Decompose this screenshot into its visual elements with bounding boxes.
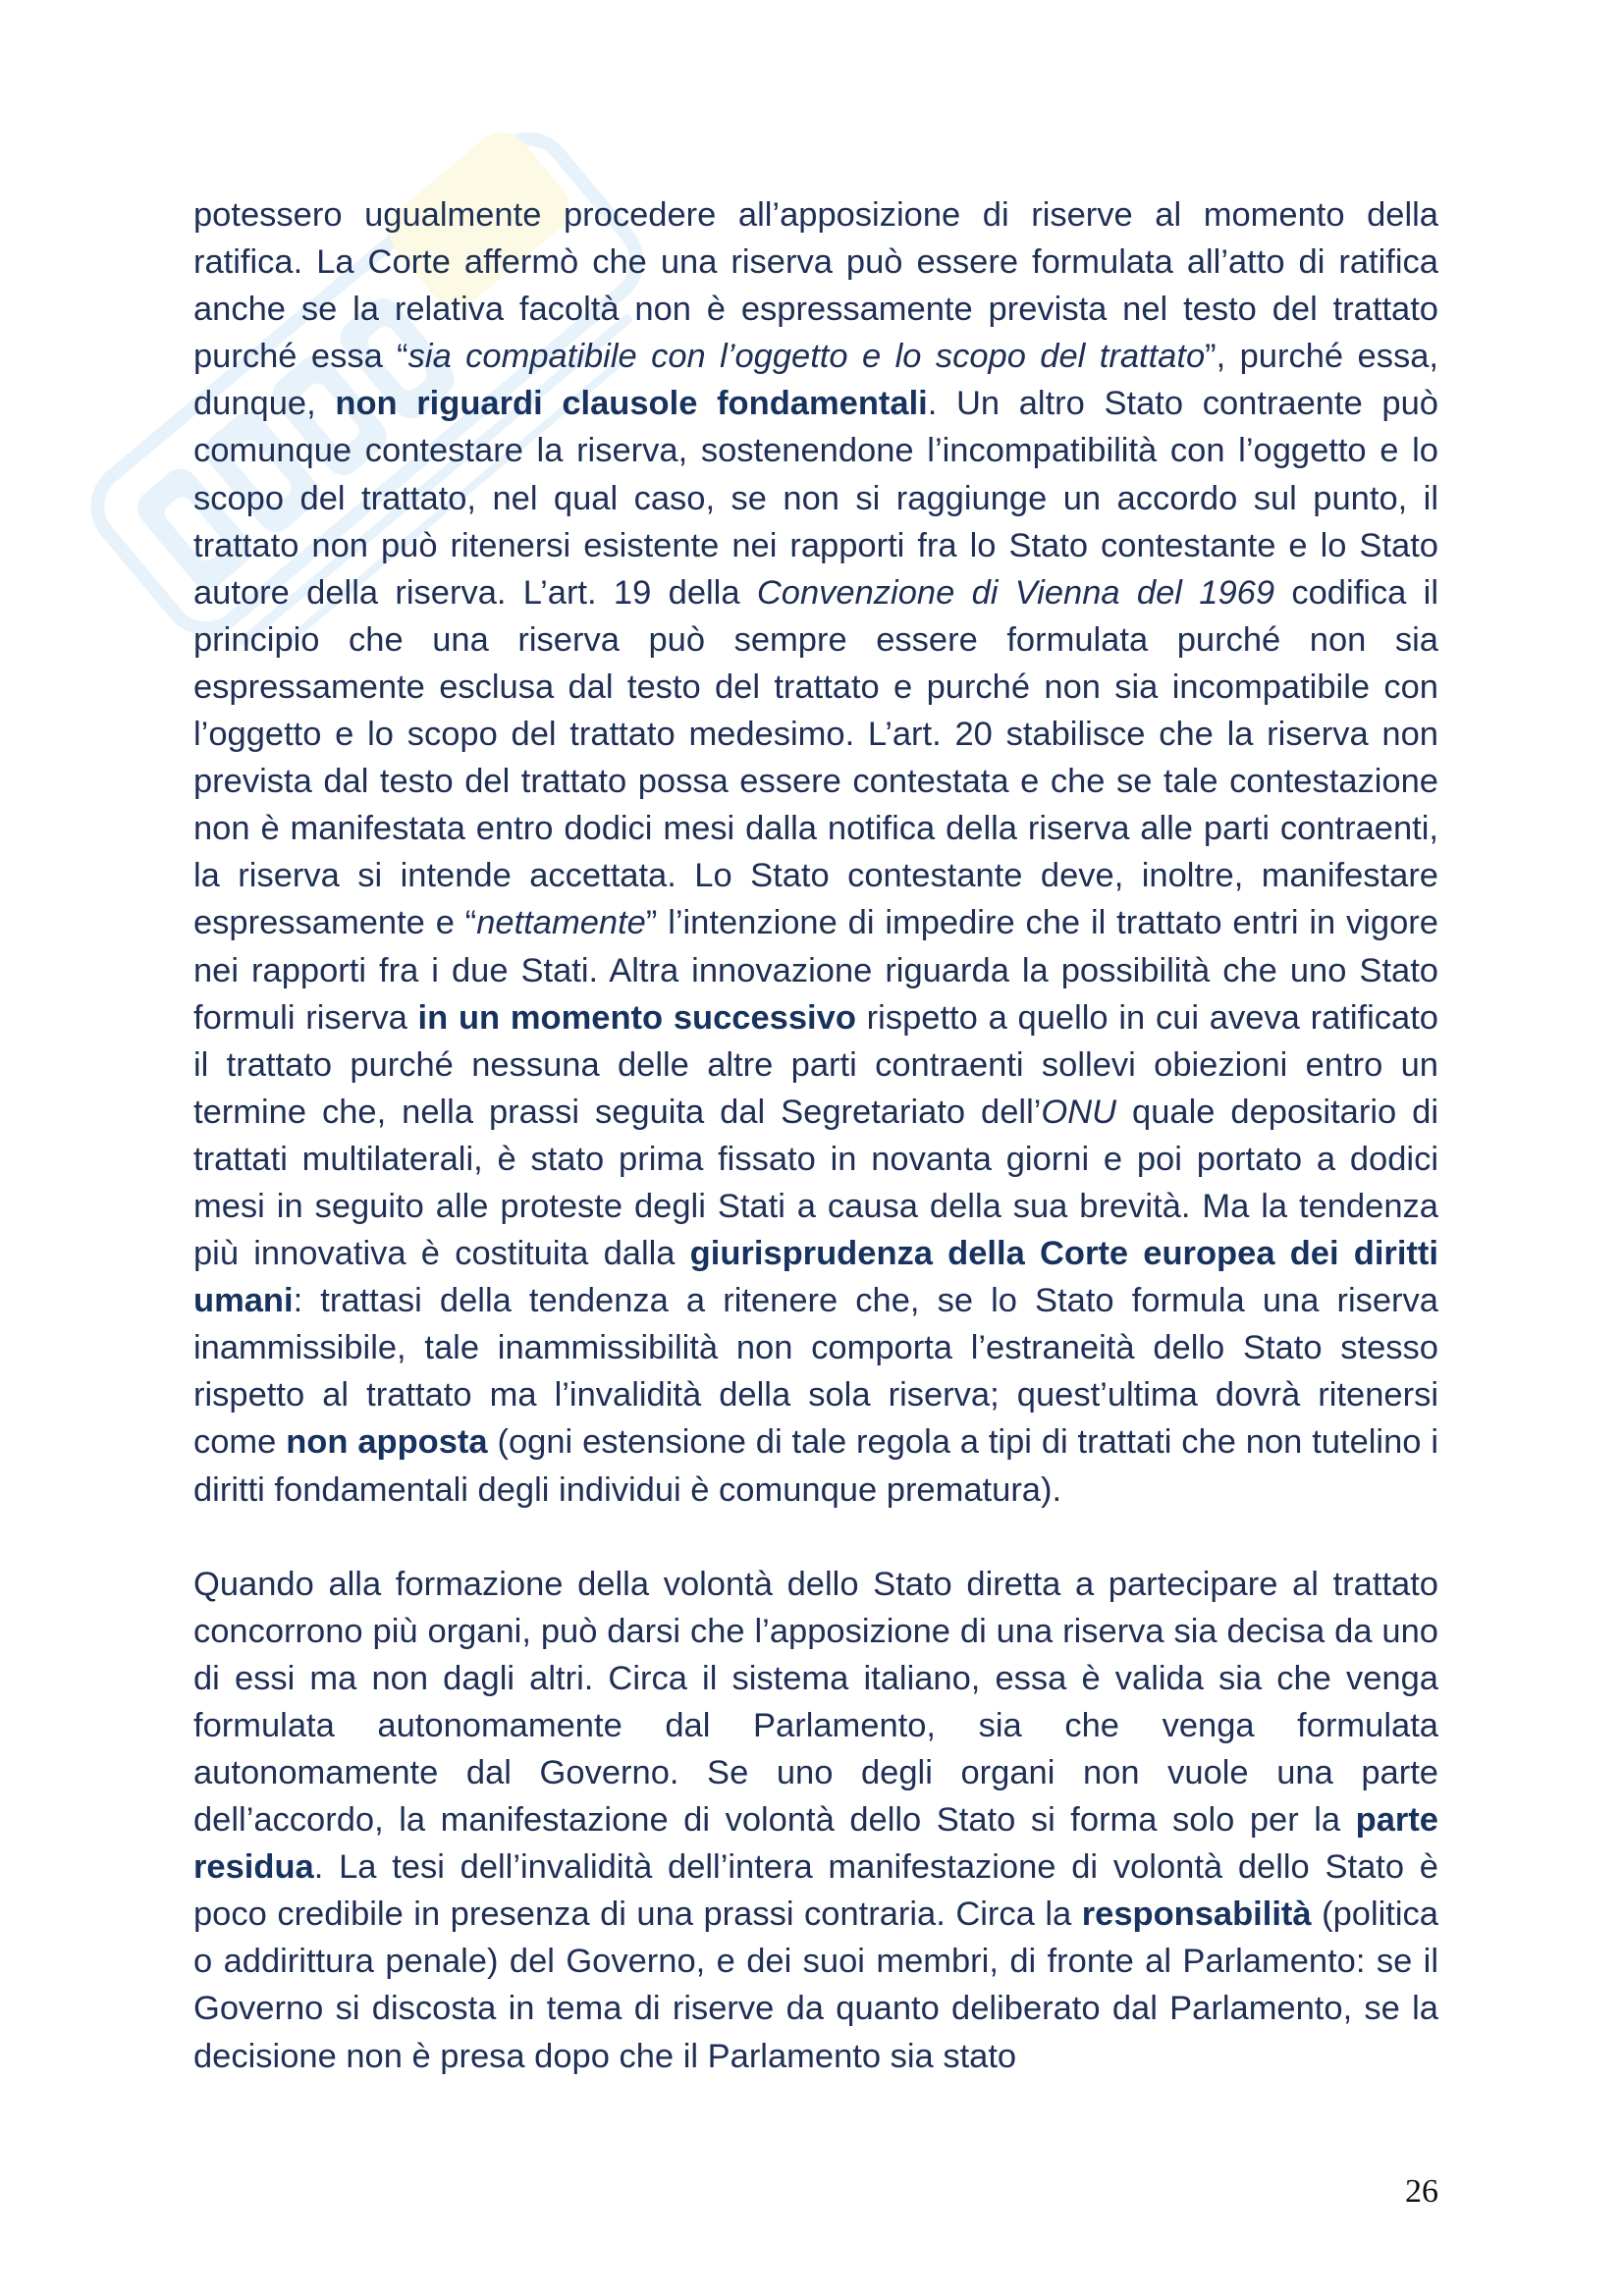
text-run: (ogni estensione di tale regola a tipi di trattati che non tutelino i diritti fondamentali degli individui è comunque prematura).: [193, 1423, 1438, 1509]
text-run: ” l’intenzione di impedire che il trattato entri in vigore nei rapporti fra i due Stati. Altra innovazione riguarda la possibilità che uno Stato formuli riserva: [193, 904, 1438, 1037]
text-run: . Un altro Stato contraente può comunque contestare la riserva, sostenendone l’incompatibilità con l’oggetto e lo scopo del trattato, nel qual caso, se non si raggiunge un accordo sul punto, il trattato non può ritenersi esistente nei rapporti fra lo Stato contestante e lo Stato autore della riserva. L’art. 19 della: [193, 385, 1438, 612]
bold-phrase: responsabilità: [1081, 1896, 1312, 1934]
page-number: 26: [1405, 2173, 1438, 2210]
text-run: (politica o addirittura penale) del Governo, e dei suoi membri, di fronte al Parlamento: se il Governo si discosta in tema di riserve da quanto deliberato dal Parlamento, se la decisione non è presa dopo che il Parlamento sia stato: [193, 1896, 1438, 2075]
body-paragraph: [193, 1561, 1438, 2080]
text-run: ”, purché essa, dunque,: [193, 338, 1438, 423]
italic-phrase: sia compatibile con l’oggetto e lo scopo del trattato: [407, 338, 1206, 376]
text-run: quale depositario di trattati multilaterali, è stato prima fissato in novanta giorni e poi portato a dodici mesi in seguito alle proteste degli Stati a causa della sua brevità. Ma la tendenza più innovativa è costituita dalla: [193, 1093, 1438, 1273]
italic-phrase: nettamente: [476, 904, 646, 942]
text-run: : trattasi della tendenza a ritenere che, se lo Stato formula una riserva inammissibile, tale inammissibilità non comporta l’estraneità dello Stato stesso rispetto al trattato ma l’invalidità della sola riserva; quest’ultima dovrà ritenersi come: [193, 1282, 1438, 1462]
text-run: Quando alla formazione della volontà dello Stato diretta a partecipare al trattato concorrono più organi, può darsi che l’apposizione di una riserva sia decisa da uno di essi ma non dagli altri. Circa il sistema italiano, essa è valida sia che venga formulata autonomamente dal Parlamento, sia che venga formulata autonomamente dal Governo. Se uno degli organi non vuole una parte dell’accordo, la manifestazione di volontà dello Stato si forma solo per la: [193, 1565, 1438, 1840]
bold-phrase: non apposta: [286, 1423, 488, 1462]
bold-phrase: giurisprudenza della Corte europea dei diritti umani: [193, 1235, 1438, 1320]
italic-phrase: Convenzione di Vienna del 1969: [756, 573, 1275, 612]
body-paragraph: [193, 191, 1438, 1514]
document-body: [193, 191, 1438, 2080]
text-run: codifica il principio che una riserva può sempre essere formulata purché non sia espressamente esclusa dal testo del trattato e purché non sia incompatibile con l’oggetto e lo scopo del trattato medesimo. L’art. 20 stabilisce che la riserva non prevista dal testo del trattato possa essere contestata e che se tale contestazione non è manifestata entro dodici mesi dalla notifica della riserva alle parti contraenti, la riserva si intende accettata. Lo Stato contestante deve, inoltre, manifestare espressamente e “: [193, 573, 1438, 942]
bold-phrase: in un momento successivo: [417, 998, 856, 1037]
text-run: . La tesi dell’invalidità dell’intera manifestazione di volontà dello Stato è poco credibile in presenza di una prassi contraria. Circa la: [193, 1848, 1438, 1934]
text-run: rispetto a quello in cui aveva ratificato il trattato purché nessuna delle altre parti contraenti sollevi obiezioni entro un termine che, nella prassi seguita dal Segretariato dell’: [193, 998, 1438, 1131]
bold-phrase: parte residua: [193, 1801, 1438, 1887]
bold-phrase: non riguardi clausole fondamentali: [335, 385, 928, 423]
italic-phrase: ONU: [1041, 1093, 1117, 1131]
text-run: potessero ugualmente procedere all’apposizione di riserve al momento della ratifica. La Corte affermò che una riserva può essere formulata all’atto di ratifica anche se la relativa facoltà non è espressamente prevista nel testo del trattato purché essa “: [193, 196, 1438, 376]
